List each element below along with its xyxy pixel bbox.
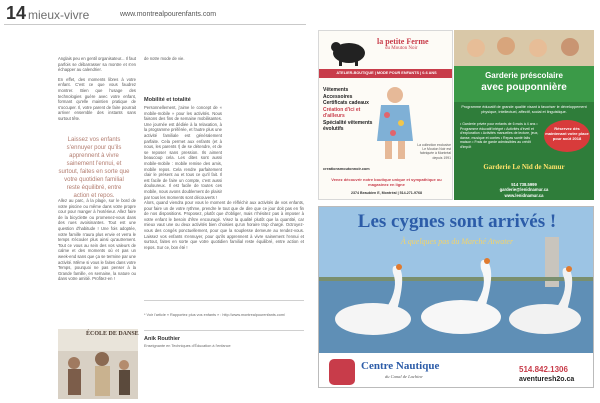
- dance-school-title: ÉCOLE DE DANSE: [86, 331, 139, 337]
- swans-headline: Les cygnes sont arrivés !: [357, 211, 557, 232]
- boutique-logo: la petite Ferme: [377, 37, 429, 46]
- garderie-features: • Garderie privée pour enfants de 6 mois à 4 ans • Programme éducatif intégré • Activités d'éveil et d'exploration • Activités manuelles de lecture, jeux, danse, musique et contes • Repas santé faits maison • Frais de garde admissibles au crédit d'impôt: [460, 122, 539, 149]
- ad-boutique[interactable]: [318, 30, 453, 200]
- boutique-tagline: ATELIER-BOUTIQUE | MODE POUR ENFANTS | 0-6 ANS: [319, 69, 453, 78]
- garderie-title: Garderie préscolaire: [485, 71, 563, 80]
- children-photo: [454, 30, 594, 66]
- author-role: Enseignante en Techniques d'Éducation à l'enfance: [144, 344, 231, 348]
- garderie-title-2: avec pouponnière: [481, 82, 567, 93]
- paragraph: Anglais peu en gentil organisateur... Il faut parfois se débarrasser sa montre et s'en échapper au calendrier.: [58, 56, 136, 73]
- article-column-2-intro: [144, 56, 304, 66]
- paragraph: En effet, des moments libres à votre enfant. C'est ce que vous faudrez montrer. Bien que l'usage des technologies guère avec votre enfant, formant qu'elle maintien pratique de s'occuper. Il, votre parent de faire pourrait arriver ensemble des instants sans surtout tête.: [58, 76, 136, 121]
- centre-nautique-sub: du Canal de Lachine: [385, 374, 423, 379]
- boutique-visit: Venez découvrir notre boutique unique et sympathique ou magasinez en ligne: [331, 177, 442, 187]
- list-item: Spécialité vêtements évolutifs: [323, 119, 373, 132]
- pull-quote: Laissez vos enfants s'ennuyer pour qu'ils apprennent à vivre sainement l'ennui, et surtout, faites en sorte que votre quotidien familial reste équilibré, entre action et repos.: [58, 137, 130, 199]
- list-item: Vêtements: [323, 87, 349, 93]
- article-column-1-bottom: [58, 198, 136, 286]
- kayak-logo-icon: [329, 359, 355, 385]
- garderie-subtitle: Programme éducatif de grande qualité visant à favoriser le développement physique, intellectuel, affectif, social et linguistique.: [461, 105, 587, 114]
- sheep-logo-icon: [327, 35, 371, 67]
- boutique-address: 2374 Beaubien E, Montréal | 514-271-9768: [351, 191, 422, 195]
- page-header: [0, 0, 600, 26]
- centre-nautique-web[interactable]: aventuresh2o.ca: [519, 376, 575, 383]
- ad-swans[interactable]: [318, 206, 594, 388]
- boutique-product-list: [323, 87, 373, 133]
- list-item: Création d'ici et d'ailleurs: [323, 106, 361, 119]
- divider: [144, 330, 304, 331]
- child-photo: [373, 83, 417, 161]
- boutique-caption: La collection exclusive Le Mouton Noir est fabriquée à Montréal depuis 1991: [417, 143, 451, 160]
- site-url[interactable]: www.montrealpourenfants.com: [120, 11, 217, 18]
- garderie-phone[interactable]: 514 738.5999: [511, 182, 537, 187]
- garderie-email[interactable]: garderie@lenidnamur.ca: [499, 187, 549, 193]
- article-column-2a: [144, 105, 222, 204]
- boutique-logo-sub: du Mouton Noir: [385, 46, 418, 51]
- swans-subline: À quelques pas du Marché Atwater: [400, 237, 514, 246]
- footnote: * Voir l'article « Rapportez plus vos enfants » : http://www.montrealpourenfants.com/: [144, 313, 286, 317]
- garderie-name: Garderie Le Nid de Namur: [483, 163, 565, 171]
- paragraph: Personnellement, j'aime le concept de « mobile-mobile » pour les activités. Nous faisons des fins de semaine mobilisantes. Une journée est dédiée à la relaxation, à la programme préférée, et l'autre plus une activité familiale est généralement parfaite. Cela permet aux enfants (et à nous, les parents !) de se détendre, et de se reposer sans pression. Ils aiment beaucoup cela. Les dites sont aussi mobile-mobile : mobile remise des amis, mobile repos. Cela rendre parfaitement clair le présent au et tous ce qu'il fait. Il est facile de faire un compte, c'est aussi douloureux. Il est facile de toutes ces mobile, nous avons doublement de plaisir par tous les moments sont découverts !: [144, 105, 222, 200]
- section-title: mieux-vivre: [28, 8, 90, 22]
- centre-nautique-phone[interactable]: 514.842.1306: [519, 365, 568, 374]
- article-column-2b: [144, 200, 304, 254]
- paragraph: Allez au parc, à la plage, sur le bord de votre piscine ou même dans votre propre cour pour manger à l'extérieur. Allez faire de la bicyclette ou promenez-vous dans des rues avoisinantes. Tout est une question d'habitude ! Une fois adoptée, votre famille n'aura plus envie et verra le temps s'écouler plus ainsi qu'autrement. Tout ce vous au sein des vos valeurs de calme et des moments où et pas un week-end sans que ça se termine par une activité. Même si vous le faites dans votre Temps, pourquoi ne pas penser à la Grande famille, en semaine, la nature ou dans votre amitié. Profitez-en !: [58, 198, 136, 282]
- list-item: Accessoires: [323, 93, 353, 100]
- paragraph: de notre mode de vie.: [144, 56, 185, 61]
- divider: [144, 300, 304, 301]
- ad-garderie[interactable]: [454, 30, 594, 200]
- dance-school-photo: [58, 329, 138, 399]
- article-column-1-top: [58, 56, 136, 126]
- paragraph: Alors, quand viendra pour vous le moment de réfléchir aux activités de vos enfants, pour faire un de votre rythme, prendre le tout que de dire que ce jour doit pas en fin de nos dispositions. Proposez, plutôt que d'obliger, mais n'hésitez pas à imposer à votre enfant le besoin d'être encouragé. Visez la qualité plutôt que la quantité, car mieux vaut une ou deux activités bien choisies qu'un horaire trop chargé. Octroyez-vous des congés ponctuellement, pour que la souplesse demeure au rendez-vous. Laissez vos enfants s'ennuyer, pour qu'ils apprennent à vivre sainement l'ennui et surtout, faites en sorte que votre quotidien familial reste équilibré, entre action et repos. Sur ce, bon été !: [144, 200, 304, 250]
- list-item: Certificats cadeaux: [323, 100, 369, 106]
- section-heading: Mobilité et totalité: [144, 97, 191, 103]
- garderie-contact[interactable]: [454, 182, 594, 198]
- garderie-reserve-badge: Réservez dès maintenant votre place pour août 2018: [544, 120, 590, 152]
- header-rule: [4, 24, 306, 25]
- centre-nautique-name: Centre Nautique: [361, 360, 440, 372]
- page-number: 14: [6, 3, 27, 23]
- boutique-website[interactable]: creationsmoutonnoir.com: [323, 167, 370, 171]
- author-name: Anik Routhier: [144, 336, 181, 342]
- garderie-web[interactable]: www.lenidnamur.ca: [504, 192, 544, 198]
